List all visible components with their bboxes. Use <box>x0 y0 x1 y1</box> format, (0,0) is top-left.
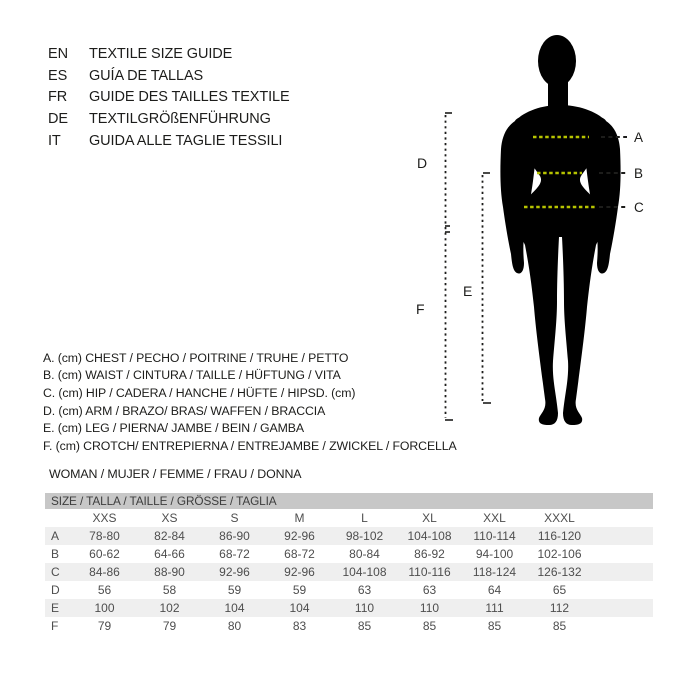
language-row <box>48 86 290 108</box>
table-cell: 104-108 <box>407 529 452 543</box>
table-cell: 85 <box>422 619 437 633</box>
table-cell: 86-92 <box>414 547 445 561</box>
column-header: XS <box>161 511 178 525</box>
row-label: B <box>51 547 60 561</box>
table-cell: 80 <box>227 619 242 633</box>
table-cell: 56 <box>97 583 112 597</box>
table-cell: 79 <box>97 619 112 633</box>
language-title-block <box>48 43 290 151</box>
column-header: L <box>361 511 368 525</box>
gender-heading: WOMAN / MUJER / FEMME / FRAU / DONNA <box>49 467 302 481</box>
table-cell: 65 <box>552 583 567 597</box>
column-header: XXL <box>483 511 506 525</box>
column-header: XXS <box>92 511 117 525</box>
table-row <box>45 563 653 581</box>
table-cell: 83 <box>292 619 307 633</box>
size-table-column-header-row <box>45 509 653 527</box>
table-cell: 110-116 <box>408 565 451 579</box>
table-cell: 68-72 <box>219 547 250 561</box>
language-title: GUÍA DE TALLAS <box>89 67 204 84</box>
table-cell: 85 <box>357 619 372 633</box>
table-cell: 104 <box>289 601 310 615</box>
table-cell: 58 <box>162 583 177 597</box>
table-cell: 92-96 <box>219 565 250 579</box>
marker-label-chest: A <box>634 130 644 145</box>
table-cell: 64 <box>487 583 502 597</box>
legend-line-chest: A. (cm) CHEST / PECHO / POITRINE / TRUHE / PETTO <box>43 350 349 365</box>
language-code: EN <box>48 45 68 62</box>
language-code: IT <box>48 132 61 149</box>
language-row <box>48 65 290 87</box>
column-header: XL <box>422 511 437 525</box>
table-cell: 102 <box>159 601 180 615</box>
marker-label-arm: D <box>417 155 428 171</box>
table-cell: 92-96 <box>284 565 315 579</box>
language-row <box>48 43 290 65</box>
table-row <box>45 617 653 635</box>
language-row <box>48 108 290 130</box>
table-cell: 82-84 <box>154 529 185 543</box>
table-cell: 100 <box>94 601 115 615</box>
table-cell: 112 <box>549 601 570 615</box>
table-cell: 110 <box>419 601 440 615</box>
table-row <box>45 599 653 617</box>
language-title: TEXTILGRÖßENFÜHRUNG <box>89 110 271 127</box>
table-cell: 84-86 <box>89 565 120 579</box>
language-code: FR <box>48 89 68 106</box>
table-cell: 102-106 <box>537 547 582 561</box>
legend-line-leg: E. (cm) LEG / PIERNA/ JAMBE / BEIN / GAMBA <box>43 421 304 436</box>
table-row <box>45 581 653 599</box>
table-cell: 85 <box>487 619 502 633</box>
woman-silhouette-neck <box>548 76 568 107</box>
table-row <box>45 545 653 563</box>
language-code: DE <box>48 110 68 127</box>
table-cell: 79 <box>162 619 177 633</box>
column-header: S <box>230 511 239 525</box>
table-cell: 118-124 <box>472 565 517 579</box>
language-title: TEXTILE SIZE GUIDE <box>89 45 233 62</box>
table-cell: 63 <box>357 583 372 597</box>
language-code: ES <box>48 67 68 84</box>
table-cell: 59 <box>227 583 242 597</box>
table-cell: 104-108 <box>342 565 387 579</box>
row-label: D <box>51 583 60 597</box>
table-cell: 92-96 <box>284 529 315 543</box>
marker-label-crotch: F <box>416 301 425 317</box>
table-cell: 110-114 <box>473 529 516 543</box>
legend-line-arm: D. (cm) ARM / BRAZO/ BRAS/ WAFFEN / BRACCIA <box>43 403 326 418</box>
table-cell: 94-100 <box>475 547 514 561</box>
marker-label-waist: B <box>634 166 644 181</box>
legend-line-waist: B. (cm) WAIST / CINTURA / TAILLE / HÜFTUNG / VITA <box>43 368 341 383</box>
column-header: M <box>294 511 305 525</box>
table-cell: 80-84 <box>349 547 380 561</box>
table-cell: 64-66 <box>154 547 185 561</box>
language-title: GUIDE DES TAILLES TEXTILE <box>89 89 290 106</box>
table-cell: 86-90 <box>219 529 250 543</box>
table-cell: 88-90 <box>154 565 185 579</box>
table-row <box>45 527 653 545</box>
row-label: A <box>51 529 60 543</box>
table-cell: 63 <box>422 583 437 597</box>
legend-line-hip: C. (cm) HIP / CADERA / HANCHE / HÜFTE / HIPSD. (cm) <box>43 385 356 400</box>
marker-label-leg: E <box>463 283 473 299</box>
table-cell: 98-102 <box>345 529 384 543</box>
measurement-legend <box>43 349 457 455</box>
size-table-header-bar: SIZE / TALLA / TAILLE / GRÖSSE / TAGLIA <box>45 493 653 509</box>
size-table <box>45 493 653 635</box>
table-cell: 111 <box>485 601 504 615</box>
table-cell: 116-120 <box>537 529 582 543</box>
marker-label-hip: C <box>634 200 644 215</box>
table-cell: 60-62 <box>89 547 120 561</box>
table-cell: 68-72 <box>284 547 315 561</box>
row-label: C <box>51 565 60 579</box>
row-label: E <box>51 601 60 615</box>
table-cell: 85 <box>552 619 567 633</box>
row-label: F <box>51 619 59 633</box>
table-cell: 104 <box>224 601 245 615</box>
table-cell: 78-80 <box>89 529 120 543</box>
legend-line-crotch: F. (cm) CROTCH/ ENTREPIERNA / ENTREJAMBE / ZWICKEL / FORCELLA <box>43 438 457 453</box>
language-row <box>48 130 290 152</box>
language-title: GUIDA ALLE TAGLIE TESSILI <box>89 132 283 149</box>
table-cell: 126-132 <box>537 565 582 579</box>
table-cell: 59 <box>292 583 307 597</box>
table-cell: 110 <box>354 601 375 615</box>
column-header: XXXL <box>544 511 575 525</box>
